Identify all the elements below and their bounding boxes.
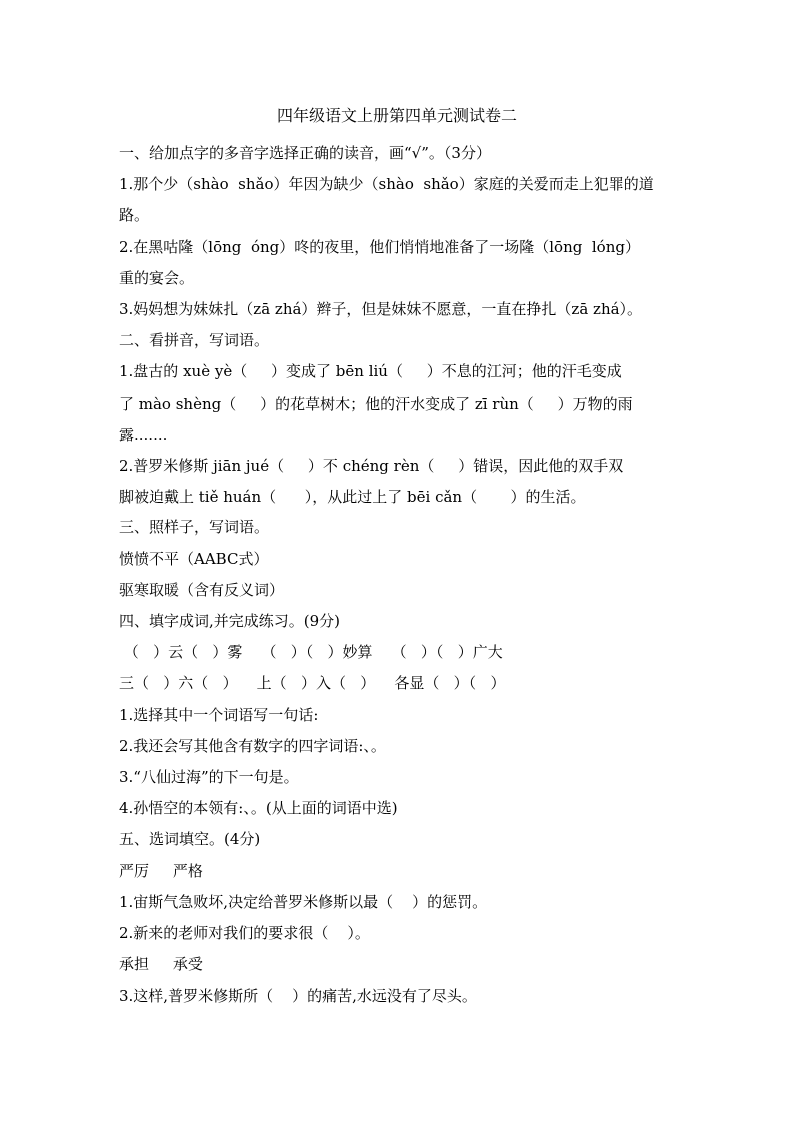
question-line: 2.在黑咕隆（lōng óng）咚的夜里，他们悄悄地准备了一场隆（lōng lóng） [119, 238, 640, 256]
question-line: 1.宙斯气急败坏,决定给普罗米修斯以最（ ）的惩罚。 [119, 893, 488, 911]
question-line: 3.这样,普罗米修斯所（ ）的痛苦,水远没有了尽头。 [119, 987, 477, 1005]
section-1-heading: 一、给加点字的多音字选择正确的读音，画“√”。（3分） [119, 144, 491, 162]
section-5-heading: 五、选词填空。(4分) [119, 830, 261, 848]
question-line: 露....... [119, 426, 168, 444]
question-line: 脚被迫戴上 tiě huán（ ），从此过上了 bēi cǎn（ ）的生活。 [119, 488, 586, 506]
question-line: 重的宴会。 [119, 269, 195, 287]
question-line: 2.新来的老师对我们的要求很（ ）。 [119, 924, 370, 942]
question-line: 2.我还会写其他含有数字的四字词语:、。 [119, 737, 386, 755]
section-4-heading: 四、填字成词,并完成练习。(9分) [119, 612, 341, 630]
question-line: 3.“八仙过海”的下一句是。 [119, 768, 299, 786]
section-3-heading: 三、照样子，写词语。 [119, 518, 270, 536]
question-line: 1.那个少（shào shǎo）年因为缺少（shào shǎo）家庭的关爱而走上犯罪的道 [119, 175, 654, 193]
page-title: 四年级语文上册第四单元测试卷二 [276, 106, 517, 125]
question-line: 1.盘古的 xuè yè（ ）变成了 bēn liú（ ）不息的江河；他的汗毛变成 [119, 362, 622, 380]
question-line: （ ）云（ ）雾 （ ）（ ）妙算 （ ）（ ）广大 [119, 643, 503, 661]
section-2-heading: 二、看拼音，写词语。 [119, 331, 270, 349]
word-choice-line: 承担 承受 [119, 955, 203, 973]
question-line: 4.孙悟空的本领有:、。(从上面的词语中选) [119, 799, 398, 817]
word-choice-line: 严厉 严格 [119, 862, 203, 880]
question-line: 了 mào shèng（ ）的花草树木；他的汗水变成了 zī rùn（ ）万物的雨 [119, 395, 633, 413]
question-line: 2.普罗米修斯 jiān jué（ ）不 chéng rèn（ ）错误，因此他的双手双 [119, 457, 624, 475]
question-line: 三（ ）六（ ） 上（ ）入（ ） 各显（ ）（ ） [119, 674, 506, 692]
question-line: 愤愤不平（AABC式） [119, 550, 269, 568]
question-line: 驱寒取暖（含有反义词） [119, 581, 285, 599]
question-line: 3.妈妈想为妹妹扎（zā zhá）辫子，但是妹妹不愿意，一直在挣扎（zā zhá）。 [119, 300, 643, 318]
question-line: 路。 [119, 206, 150, 224]
question-line: 1.选择其中一个词语写一句话: [119, 706, 319, 724]
